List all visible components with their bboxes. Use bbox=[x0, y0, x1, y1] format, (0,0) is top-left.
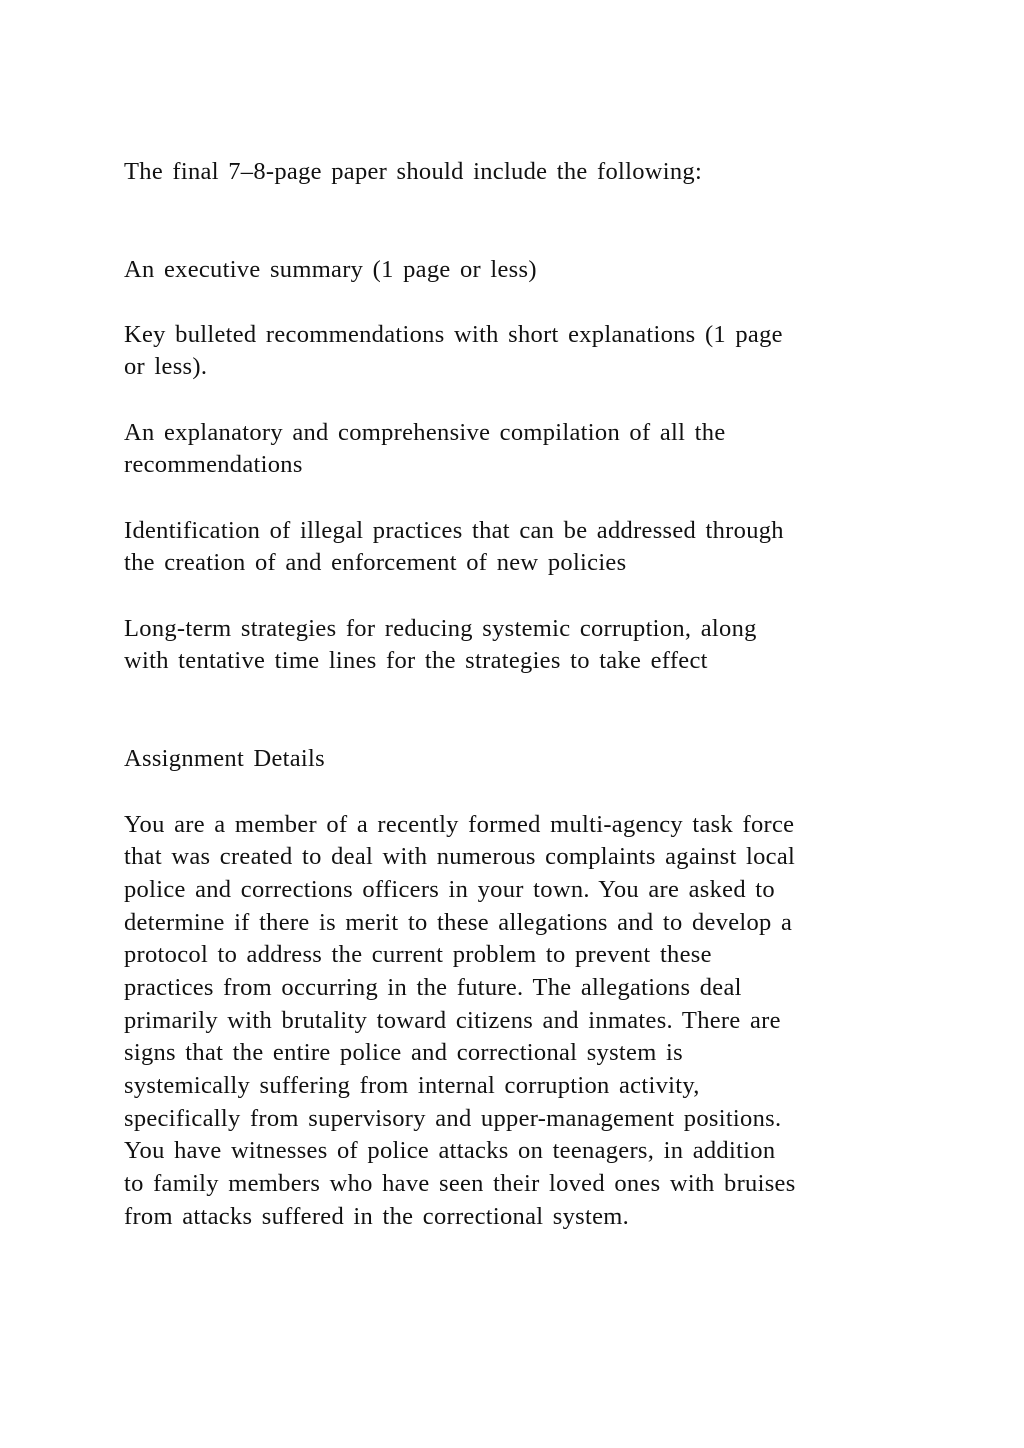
body-line: systemically suffering from internal corruption activity, bbox=[124, 1072, 700, 1099]
item-compilation-line-2: recommendations bbox=[124, 451, 303, 478]
item-compilation-line-1: An explanatory and comprehensive compilation of all the bbox=[124, 419, 726, 446]
body-line: practices from occurring in the future. The allegations deal bbox=[124, 974, 742, 1001]
section-heading: Assignment Details bbox=[124, 745, 325, 772]
item-long-term-strategies-line-2: with tentative time lines for the strategies to take effect bbox=[124, 647, 708, 674]
item-long-term-strategies-line-1: Long-term strategies for reducing systemic corruption, along bbox=[124, 615, 757, 642]
body-line: You are a member of a recently formed multi-agency task force bbox=[124, 811, 795, 838]
item-illegal-practices-line-1: Identification of illegal practices that can be addressed through bbox=[124, 517, 784, 544]
body-line: to family members who have seen their loved ones with bruises bbox=[124, 1170, 796, 1197]
body-line: from attacks suffered in the correctional system. bbox=[124, 1203, 630, 1230]
item-executive-summary: An executive summary (1 page or less) bbox=[124, 256, 537, 283]
body-line: signs that the entire police and correctional system is bbox=[124, 1039, 683, 1066]
body-line: protocol to address the current problem to prevent these bbox=[124, 941, 712, 968]
body-line: police and corrections officers in your town. You are asked to bbox=[124, 876, 775, 903]
item-illegal-practices-line-2: the creation of and enforcement of new policies bbox=[124, 549, 627, 576]
item-key-recommendations-line-1: Key bulleted recommendations with short explanations (1 page bbox=[124, 321, 783, 348]
item-key-recommendations-line-2: or less). bbox=[124, 353, 208, 380]
body-line: determine if there is merit to these allegations and to develop a bbox=[124, 909, 793, 936]
body-line: that was created to deal with numerous complaints against local bbox=[124, 843, 796, 870]
body-line: You have witnesses of police attacks on teenagers, in addition bbox=[124, 1137, 776, 1164]
intro-line: The final 7–8-page paper should include the following: bbox=[124, 158, 703, 185]
body-line: specifically from supervisory and upper-management positions. bbox=[124, 1105, 782, 1132]
body-line: primarily with brutality toward citizens and inmates. There are bbox=[124, 1007, 781, 1034]
